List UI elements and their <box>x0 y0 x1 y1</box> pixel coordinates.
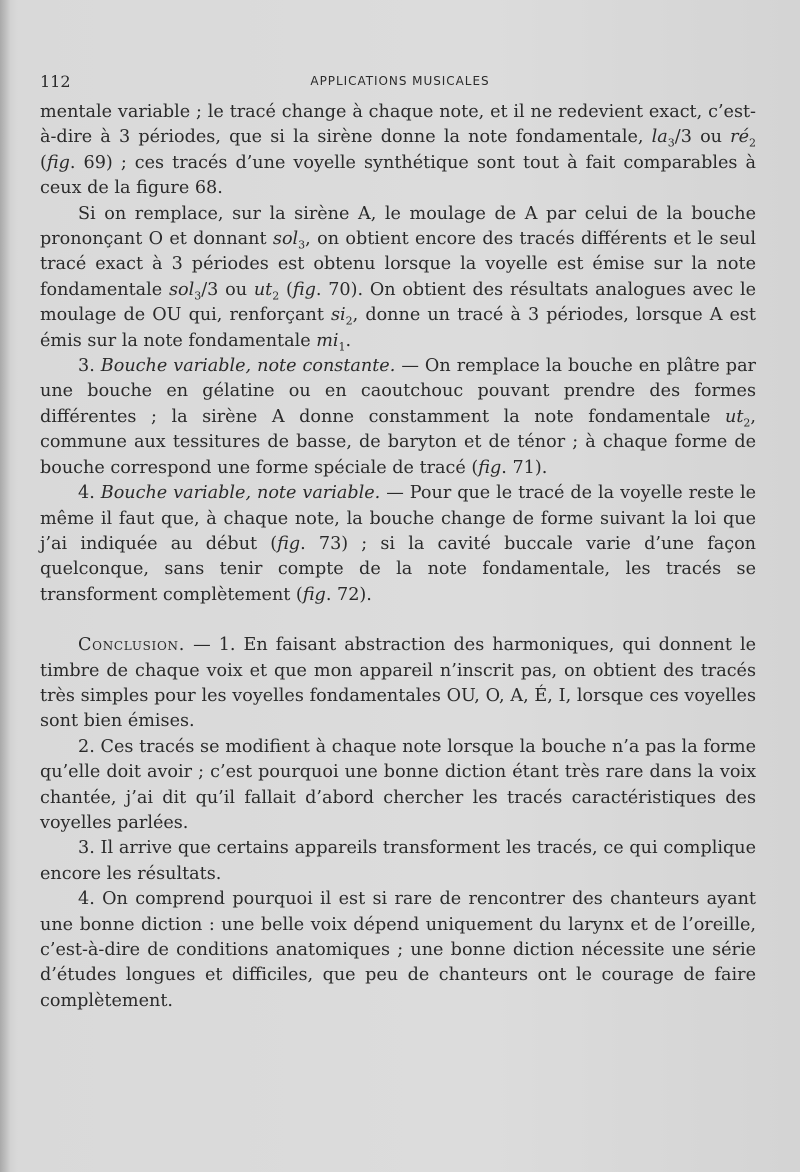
paragraph-conclusion-2: 2. Ces tracés se modifient à chaque note lorsque la bouche n’a pas la forme qu’elle doit avoir ; c’est pourquoi une bonne diction étant très rare dans la voix chantée, j’ai dit qu’il fallait d’abord chercher les tracés caractéristiques des voyelles parlées. <box>40 736 756 833</box>
paragraph-4 <box>40 481 756 608</box>
text-run: ( <box>279 279 293 300</box>
paragraph-1 <box>40 100 756 202</box>
section-number: 4. <box>78 483 101 504</box>
note-name: ré <box>730 127 749 148</box>
page-header <box>40 72 760 92</box>
octave-index: 2 <box>345 314 353 328</box>
octave-index: 2 <box>272 289 280 303</box>
running-title: APPLICATIONS MUSICALES <box>310 74 490 88</box>
paragraph-conclusion <box>40 633 756 735</box>
text-run: — Pour que le tracé de la voyelle reste le même il faut que, à chaque note, la bouche change de forme suivant la loi que j’ai indiquée au début ( <box>40 483 756 554</box>
text-run: , donne un tracé à 3 périodes, lorsque A est émis sur la note fondamentale <box>40 305 756 351</box>
text-run: — On remplace la bouche en plâtre par une bouche en gélatine ou en caoutchouc pouvant prendre des formes différentes ; la sirène A donne constamment la note fondamentale <box>40 356 756 427</box>
text-run: Si on remplace, sur la sirène A, le moulage de A par celui de la bouche prononçant O et donnant <box>40 203 756 250</box>
octave-index: 2 <box>743 416 751 430</box>
octave-index: 1 <box>338 340 346 354</box>
text-run: . <box>345 330 352 351</box>
note-name: sol <box>168 279 195 300</box>
note-name: ut <box>253 279 273 300</box>
text-run: . 71). <box>501 457 548 478</box>
text-run: mentale variable ; le tracé change à chaque note, et il ne redevient exact, c’est-à-dire à 3 périodes, que si la sirène donne la note fondamentale, <box>40 102 756 148</box>
text-run: . 72). <box>325 584 372 605</box>
octave-index: 3 <box>667 136 675 150</box>
note-name: si <box>330 305 346 326</box>
text-run: , on obtient encore des tracés différents et le seul tracé exact à 3 périodes est obtenu lorsque la voyelle est émise sur la note fondamentale <box>40 229 757 300</box>
text-run: , commune aux tessitures de basse, de baryton et de ténor ; à chaque forme de bouche correspond une forme spéciale de tracé ( <box>40 406 756 478</box>
figure-ref: fig <box>478 457 502 478</box>
text-run: . 70). On obtient des résultats analogues avec le moulage de OU qui, renforçant <box>40 279 756 326</box>
conclusion-label: Conclusion. <box>78 635 186 656</box>
note-name: sol <box>272 229 299 250</box>
text-run: /3 ou <box>201 279 254 300</box>
paragraph-conclusion-3: 3. Il arrive que certains appareils transforment les tracés, ce qui complique encore les résultats. <box>40 838 756 884</box>
octave-index: 2 <box>749 136 756 150</box>
section-spacer <box>40 608 756 633</box>
note-name: la <box>651 127 668 148</box>
paragraph-2 <box>40 202 756 354</box>
section-heading: Bouche variable, note constante. <box>100 356 396 377</box>
section-number: 3. <box>78 356 101 377</box>
note-name: ut <box>725 406 744 427</box>
octave-index: 3 <box>298 238 306 252</box>
octave-index: 3 <box>194 289 202 303</box>
note-name: mi <box>316 330 339 351</box>
binding-gutter <box>0 0 10 1172</box>
text-run: ( <box>40 152 47 173</box>
page-number: 112 <box>40 72 71 91</box>
paragraph-3 <box>40 354 756 481</box>
figure-ref: fig <box>277 533 301 554</box>
figure-ref: fig <box>302 584 326 605</box>
text-run: /3 ou <box>674 127 731 148</box>
text-run: . 73) ; si la cavité buccale varie d’une façon quelconque, sans tenir compte de la note fondamentale, les tracés se transforment complètement ( <box>40 533 756 605</box>
paragraph-conclusion-4: 4. On comprend pourquoi il est si rare de rencontrer des chanteurs ayant une bonne diction : une belle voix dépend uniquement du larynx et de l’oreille, c’est-à-dire de conditions anatomiques ; une bonne diction nécessite une série d’études longues et difficiles, que peu de chanteurs ont le courage de faire complètement. <box>40 889 756 1011</box>
text-run: . 69) ; ces tracés d’une voyelle synthétique sont tout à fait comparables à ceux de la figure 68. <box>40 152 756 199</box>
body-text <box>40 100 756 1014</box>
text-run: — 1. En faisant abstraction des harmoniques, qui donnent le timbre de chaque voix et que mon appareil n’inscrit pas, on obtient des tracés très simples pour les voyelles fondamentales OU, O, A, É, I, lorsque ces voyelles sont bien émises. <box>40 635 756 732</box>
figure-ref: fig <box>292 279 316 300</box>
figure-ref: fig <box>46 152 70 173</box>
section-heading: Bouche variable, note variable. <box>100 483 381 504</box>
